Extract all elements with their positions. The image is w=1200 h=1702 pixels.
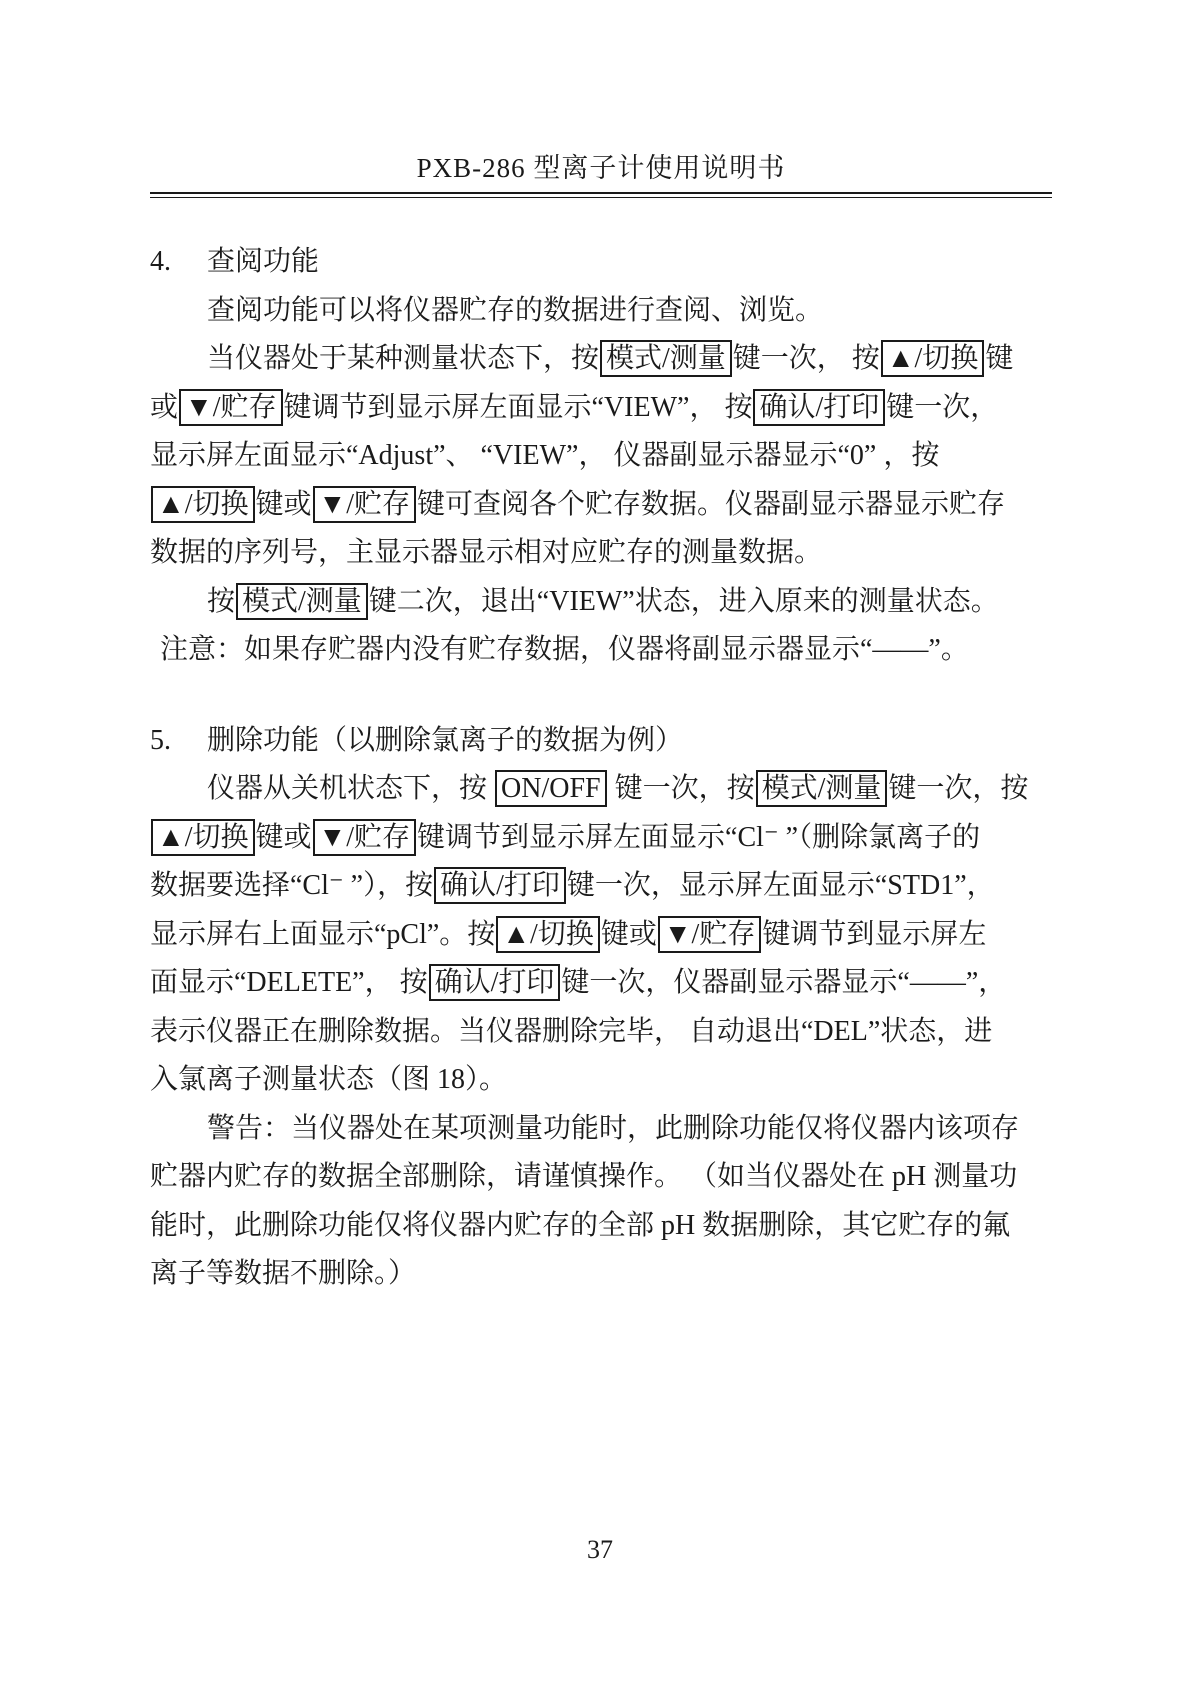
mode-measure-keycap: 模式/测量 xyxy=(756,770,888,807)
text-run: 面显示“DELETE”， 按 xyxy=(150,967,428,998)
down-store-keycap: ▼/贮存 xyxy=(179,389,283,426)
text-run: 键或 xyxy=(255,821,312,853)
section-heading xyxy=(150,238,1105,287)
up-switch-keycap: ▲/切换 xyxy=(881,340,985,377)
text-run: 键调节到显示屏左面显示“VIEW”， 按 xyxy=(283,391,753,423)
page-header xyxy=(150,0,1052,198)
text-line xyxy=(150,529,1105,578)
page-footer xyxy=(0,1535,1200,1565)
text-run: 键一次， xyxy=(886,391,999,423)
text-run: 或 xyxy=(150,391,179,423)
text-run: 数据的序列号，主显示器显示相对应贮存的测量数据。 xyxy=(150,537,823,568)
text-run: 键调节到显示屏左面显示“Cl⁻ ”（删除氯离子的 xyxy=(417,821,981,853)
text-run: 显示屏右上面显示“pCl”。按 xyxy=(150,918,496,950)
text-run: 仪器从关机状态下，按 xyxy=(207,773,495,804)
page-number: 37 xyxy=(587,1535,613,1564)
text-run: 贮器内贮存的数据全部删除，请谨慎操作。 （如当仪器处在 pH 测量功 xyxy=(150,1161,1018,1192)
text-run: 键二次，退出“VIEW”状态，进入原来的测量状态。 xyxy=(368,585,999,617)
text-line xyxy=(150,911,1105,960)
page-header-title: PXB-286 型离子计使用说明书 xyxy=(416,153,786,183)
text-run: 键或 xyxy=(255,488,312,520)
up-switch-keycap: ▲/切换 xyxy=(151,486,255,523)
text-run: 键一次， 按 xyxy=(732,343,880,374)
text-line xyxy=(150,1008,1105,1057)
section-heading xyxy=(150,717,1105,766)
text-line xyxy=(150,578,1105,627)
text-run: 键可查阅各个贮存数据。仪器副显示器显示贮存 xyxy=(417,488,1006,520)
text-run: 键 xyxy=(985,343,1014,374)
confirm-print-keycap: 确认/打印 xyxy=(753,389,885,426)
text-run: 键一次，按 xyxy=(888,773,1029,804)
on-off-keycap: ON/OFF xyxy=(495,770,607,807)
down-store-keycap: ▼/贮存 xyxy=(313,819,417,856)
section-title: 查阅功能 xyxy=(207,246,320,277)
text-line xyxy=(150,1250,1105,1299)
section-number: 4. xyxy=(150,246,171,277)
confirm-print-keycap: 确认/打印 xyxy=(434,867,566,904)
text-line xyxy=(150,959,1105,1008)
text-line xyxy=(150,814,1105,863)
text-line xyxy=(150,287,1105,336)
mode-measure-keycap: 模式/测量 xyxy=(236,583,368,620)
text-run: 键或 xyxy=(600,918,657,950)
confirm-print-keycap: 确认/打印 xyxy=(429,964,561,1001)
text-line xyxy=(150,1056,1105,1105)
text-line xyxy=(150,384,1105,433)
text-run: 键一次，显示屏左面显示“STD1”， xyxy=(566,870,995,901)
down-store-keycap: ▼/贮存 xyxy=(658,916,762,953)
text-run: 按 xyxy=(207,585,236,617)
text-line xyxy=(150,626,1105,675)
up-switch-keycap: ▲/切换 xyxy=(151,819,255,856)
section-view-function xyxy=(150,238,1105,675)
text-line xyxy=(150,335,1105,384)
text-run: 键一次，按 xyxy=(607,773,755,804)
section-title: 删除功能（以删除氯离子的数据为例） xyxy=(207,724,684,756)
page-content xyxy=(150,238,1105,1299)
text-run: 显示屏左面显示“Adjust”、 “VIEW”， 仪器副显示器显示“0” ，按 xyxy=(150,440,940,471)
text-run: 离子等数据不删除。） xyxy=(150,1258,417,1289)
section-delete-function xyxy=(150,717,1105,1299)
up-switch-keycap: ▲/切换 xyxy=(496,916,600,953)
text-run: 入氯离子测量状态（图 18）。 xyxy=(150,1064,508,1095)
down-store-keycap: ▼/贮存 xyxy=(313,486,417,523)
text-run: 能时，此删除功能仅将仪器内贮存的全部 pH 数据删除，其它贮存的氟 xyxy=(150,1209,1011,1241)
text-line xyxy=(150,481,1105,530)
header-rule-divider xyxy=(150,192,1052,198)
text-line xyxy=(150,765,1105,814)
text-line xyxy=(150,1202,1105,1251)
text-line xyxy=(150,1105,1105,1154)
text-run: 当仪器处于某种测量状态下，按 xyxy=(207,343,600,374)
section-number: 5. xyxy=(150,724,171,756)
text-run: 注意：如果存贮器内没有贮存数据，仪器将副显示器显示“——”。 xyxy=(160,634,969,665)
text-run: 查阅功能可以将仪器贮存的数据进行查阅、浏览。 xyxy=(207,294,824,326)
text-run: 键一次，仪器副显示器显示“——”， xyxy=(561,967,1007,998)
text-run: 表示仪器正在删除数据。当仪器删除完毕， 自动退出“DEL”状态，进 xyxy=(150,1015,993,1047)
text-line xyxy=(150,432,1105,481)
text-line xyxy=(150,1153,1105,1202)
text-line xyxy=(150,862,1105,911)
text-run: 键调节到显示屏左 xyxy=(762,918,987,950)
text-run: 数据要选择“Cl⁻ ”），按 xyxy=(150,870,434,901)
text-run: 警告：当仪器处在某项测量功能时，此删除功能仅将仪器内该项存 xyxy=(207,1112,1020,1144)
mode-measure-keycap: 模式/测量 xyxy=(600,340,732,377)
